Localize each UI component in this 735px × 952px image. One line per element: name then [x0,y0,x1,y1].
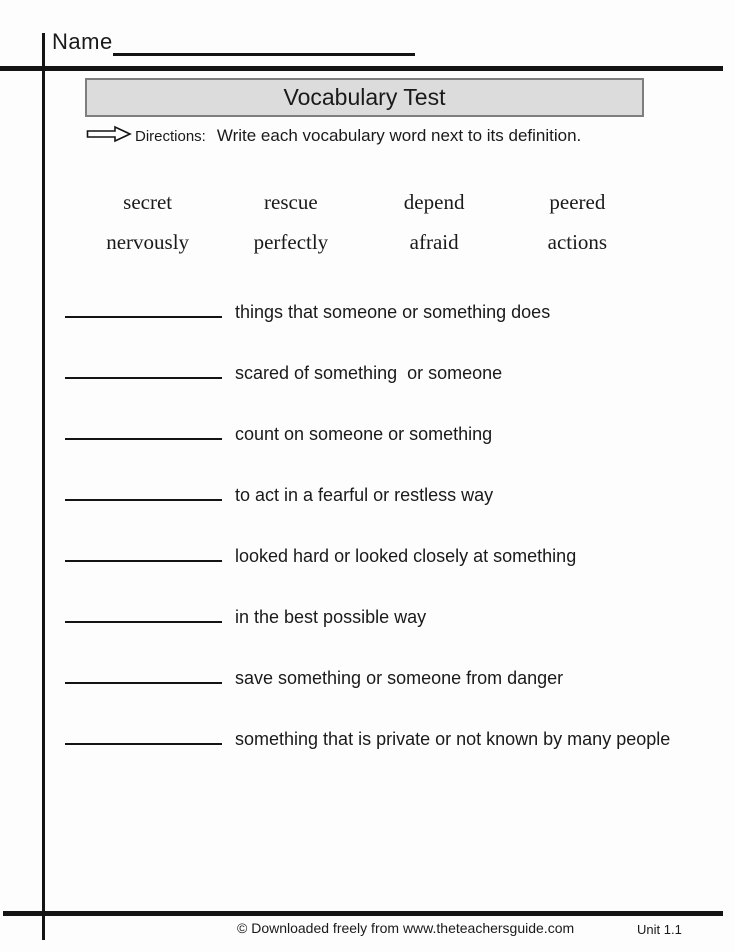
title-box [85,78,644,117]
definition-text: in the best possible way [235,607,427,627]
answer-blank[interactable] [65,298,222,318]
word-bank-word: secret [123,190,173,214]
bottom-rule [3,911,723,916]
definition-text: looked hard or looked closely at something [235,546,577,566]
left-margin-line [42,33,45,940]
definition-row [65,420,682,448]
definitions-list [65,298,682,786]
answer-blank[interactable] [65,420,222,440]
word-bank-word: afraid [409,230,459,254]
definition-text: to act in a fearful or restless way [235,485,494,505]
footer-credit: © Downloaded freely from www.theteachersguide.com [237,920,575,936]
word-bank-word: perfectly [253,230,329,254]
definition-text: something that is private or not known by many people [235,729,671,749]
definition-row [65,603,682,631]
name-label: Name [52,29,113,54]
top-rule [0,66,723,71]
word-bank-word: rescue [264,190,318,214]
definition-text: things that someone or something does [235,302,551,322]
definition-row [65,725,682,753]
footer-unit-label: Unit 1.1 [637,922,682,937]
answer-blank[interactable] [65,664,222,684]
definition-text: save something or someone from danger [235,668,564,688]
answer-blank[interactable] [65,725,222,745]
name-input-line[interactable] [113,32,415,56]
page-title: Vocabulary Test [283,84,446,110]
directions-text: Write each vocabulary word next to its definition. [216,126,582,145]
word-bank-word: peered [549,190,606,214]
definition-text: count on someone or something [235,424,493,444]
definition-row [65,481,682,509]
answer-blank[interactable] [65,542,222,562]
name-row [52,29,415,56]
word-bank-word: actions [547,230,608,254]
answer-blank[interactable] [65,359,222,379]
definition-row [65,359,682,387]
directions-row [86,123,581,149]
answer-blank[interactable] [65,481,222,501]
definition-row [65,542,682,570]
definition-text: scared of something or someone [235,363,503,383]
word-bank [76,189,649,256]
definition-row [65,298,682,326]
directions-label: Directions: [135,127,206,145]
right-arrow-icon [86,125,132,148]
definition-row [65,664,682,692]
word-bank-word: depend [403,190,465,214]
word-bank-word: nervously [106,230,190,254]
answer-blank[interactable] [65,603,222,623]
